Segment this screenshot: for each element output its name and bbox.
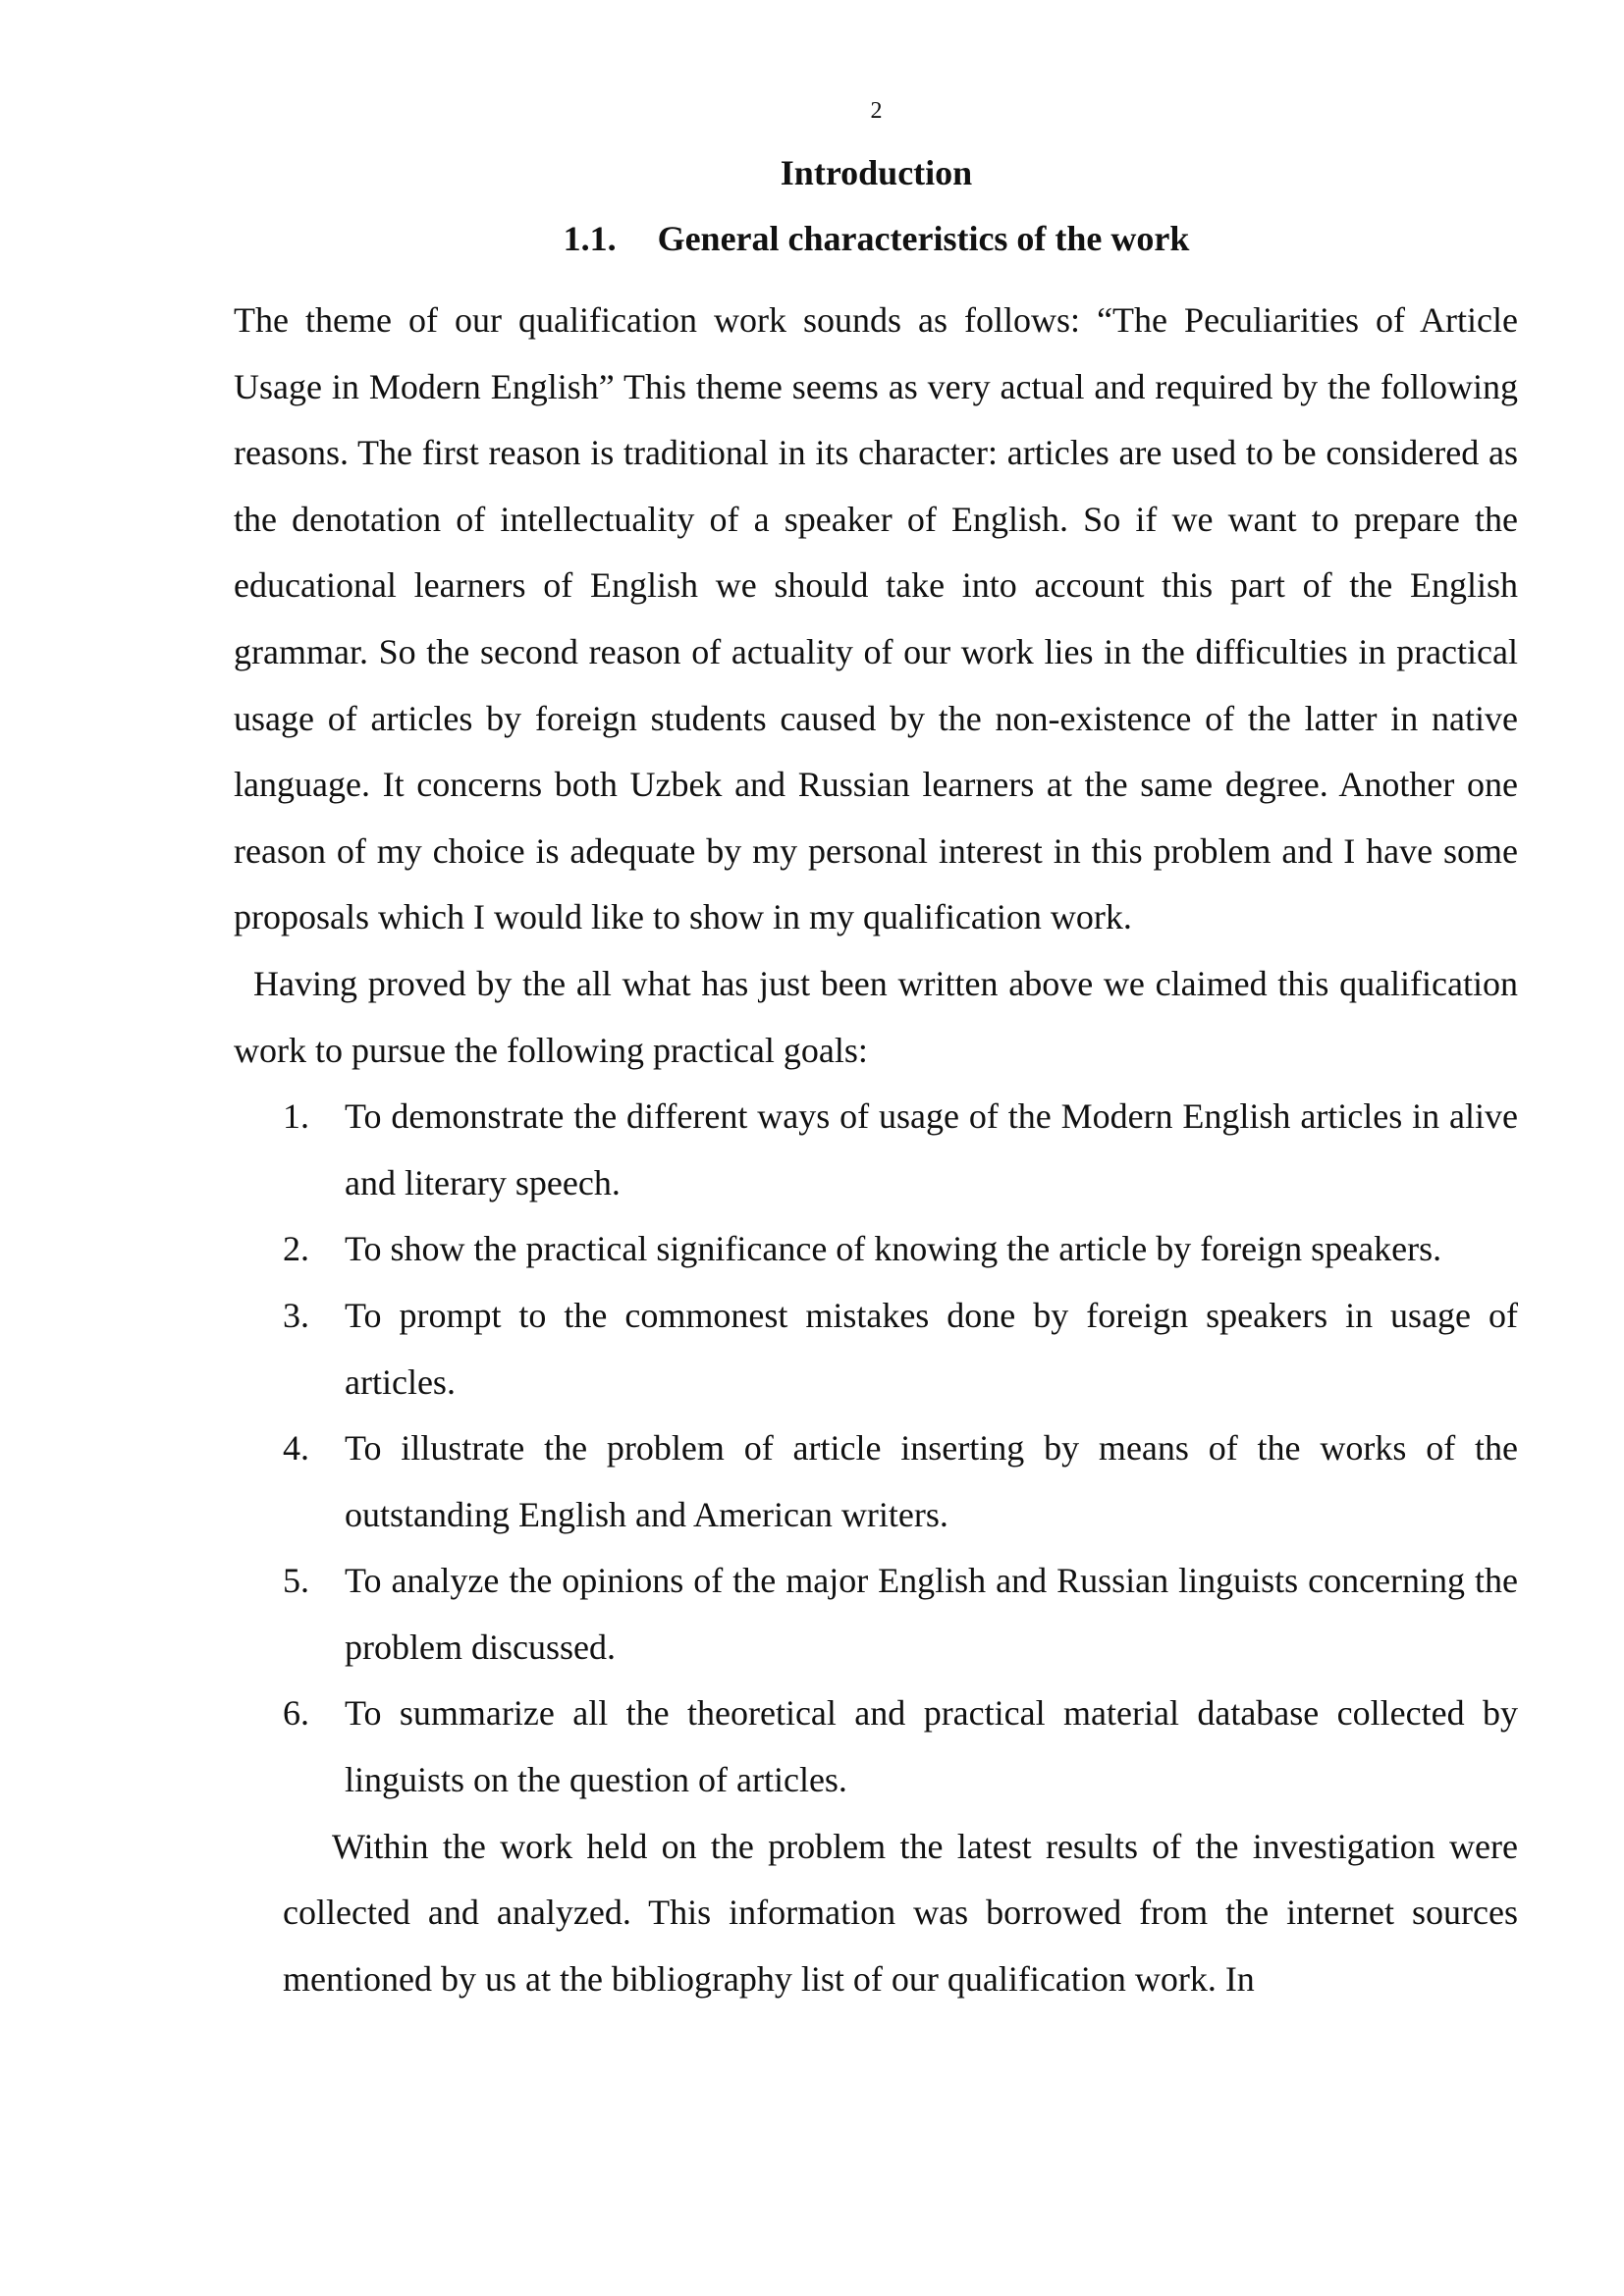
list-item-number: 2.	[283, 1229, 309, 1269]
list-item-number: 1.	[283, 1096, 309, 1137]
list-item-number: 5.	[283, 1561, 309, 1601]
list-item-text: To demonstrate the different ways of usage of the Modern English articles in alive and literary speech.	[345, 1096, 1518, 1202]
list-item	[234, 1084, 1518, 1216]
list-item	[234, 1681, 1518, 1813]
list-item	[234, 1283, 1518, 1415]
list-item-text: To illustrate the problem of article inserting by means of the works of the outstanding English and American writers.	[345, 1428, 1518, 1534]
list-item	[234, 1548, 1518, 1681]
section-number: 1.1.	[563, 219, 617, 258]
section-title: General characteristics of the work	[657, 219, 1190, 258]
paragraph: Within the work held on the problem the latest results of the investigation were collected and analyzed. This information was borrowed from the internet sources mentioned by us at the bibliography list of our qualification work. In	[283, 1826, 1518, 1999]
list-item-text: To analyze the opinions of the major English and Russian linguists concerning the problem discussed.	[345, 1561, 1518, 1667]
list-item-number: 3.	[283, 1295, 309, 1335]
list-item-text: To show the practical significance of knowing the article by foreign speakers.	[345, 1229, 1442, 1269]
list-item-text: To summarize all the theoretical and practical material database collected by linguists on the question of articles.	[345, 1693, 1518, 1800]
list-item-number: 6.	[283, 1693, 309, 1734]
list-item	[234, 1216, 1518, 1283]
list-item-text: To prompt to the commonest mistakes done by foreign speakers in usage of articles.	[345, 1295, 1518, 1402]
list-item	[234, 1415, 1518, 1548]
section-heading	[0, 218, 1624, 259]
list-item-number: 4.	[283, 1428, 309, 1468]
page-title: Introduction	[780, 153, 973, 192]
paragraph: The theme of our qualification work sounds as follows: “The Peculiarities of Article Usage in Modern English” This theme seems as very actual and required by the following reasons. The first reason is traditional in its character: articles are used to be considered as the denotation of intellectuality of a speaker of English. So if we want to prepare the educational learners of English we should take into account this part of the English grammar. So the second reason of actuality of our work lies in the difficulties in practical usage of articles by foreign students caused by the non-existence of the latter in native language. It concerns both Uzbek and Russian learners at the same degree. Another one reason of my choice is adequate by my personal interest in this problem and I have some proposals which I would like to show in my qualification work.	[234, 300, 1518, 937]
goals-list	[234, 1084, 1518, 1814]
paragraph: Having proved by the all what has just been written above we claimed this qualification work to pursue the following practical goals:	[234, 963, 1518, 1070]
page-number: 2	[870, 98, 883, 124]
body-text	[234, 288, 1518, 2012]
